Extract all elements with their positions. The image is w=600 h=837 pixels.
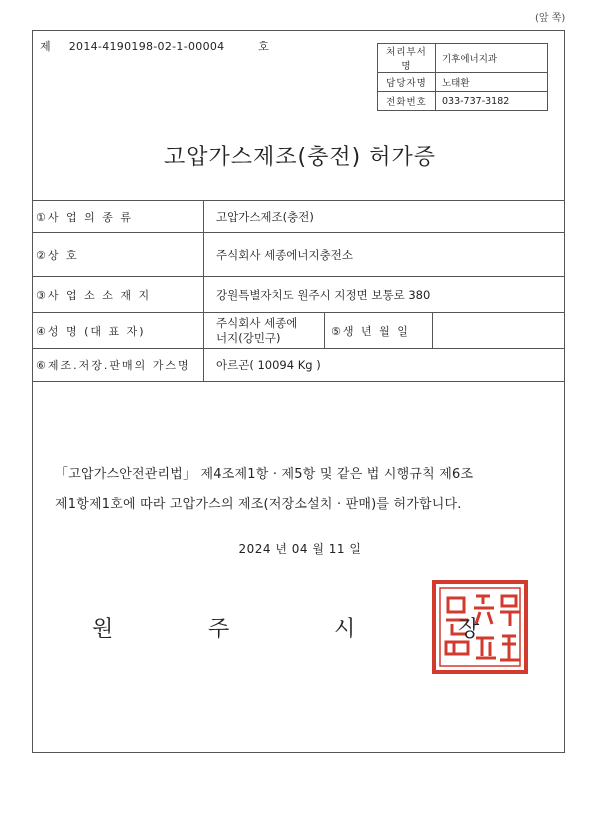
row-value: 아르곤( 10094 Kg ) [216, 358, 321, 372]
office-key: 전화번호 [378, 92, 436, 111]
doc-no-prefix: 제 [40, 40, 51, 53]
birth-date-label: ⑤생 년 월 일 [331, 324, 410, 338]
front-side-label: (앞 쪽) [535, 13, 566, 24]
statement-line1: 「고압가스안전관리법」 제4조제1항 · 제5항 및 같은 법 시행규칙 제6조 [55, 467, 474, 482]
row-representative [32, 312, 565, 348]
issue-date: 2024 년 04 월 11 일 [238, 542, 362, 556]
document-number [40, 38, 269, 54]
issuer-char-overlapping-seal: 장 [458, 617, 480, 642]
official-seal-icon [432, 580, 528, 674]
representative-line2: 너지(강민구) [216, 330, 281, 345]
office-value: 기후에너지과 [436, 44, 548, 73]
doc-no-value: 2014-4190198-02-1-00004 [68, 40, 225, 53]
office-info-table [377, 43, 548, 111]
issuer-char: 원 [92, 617, 114, 642]
row-label: ③사 업 소 소 재 지 [32, 277, 204, 312]
office-value: 노태환 [436, 73, 548, 92]
doc-no-suffix: 호 [258, 40, 270, 53]
office-key: 처리부서명 [378, 44, 436, 73]
row-label: ①사 업 의 종 류 [32, 201, 204, 232]
document-title: 고압가스제조(충전) 허가증 [164, 145, 436, 170]
row-label: ④성 명 (대 표 자) [32, 313, 204, 348]
row-label: ⑥제조.저장.판매의 가스명 [32, 349, 204, 381]
permit-statement [55, 460, 555, 520]
row-company-name [32, 232, 565, 276]
row-label: ②상 호 [32, 233, 204, 276]
row-value: 고압가스제조(충전) [216, 209, 314, 224]
column-divider [324, 313, 325, 348]
row-location [32, 276, 565, 312]
office-key: 담당자명 [378, 73, 436, 92]
office-value: 033-737-3182 [436, 92, 548, 111]
representative-value [216, 313, 297, 348]
issuer-char: 시 [334, 617, 356, 642]
representative-line1: 주식회사 세종에 [216, 315, 298, 330]
statement-line2: 제1항제1호에 따라 고압가스의 제조(저장소설치 · 판매)를 허가합니다. [55, 497, 462, 512]
issuer-char: 주 [208, 617, 230, 642]
office-row-department [378, 44, 548, 73]
row-value: 강원특별자치도 원주시 지정면 보통로 380 [216, 287, 431, 302]
office-row-contact [378, 73, 548, 92]
office-row-phone [378, 92, 548, 111]
column-divider [432, 313, 433, 348]
row-gas-type [32, 348, 565, 382]
row-business-type [32, 200, 565, 232]
row-value: 주식회사 세종에너지충전소 [216, 247, 353, 262]
